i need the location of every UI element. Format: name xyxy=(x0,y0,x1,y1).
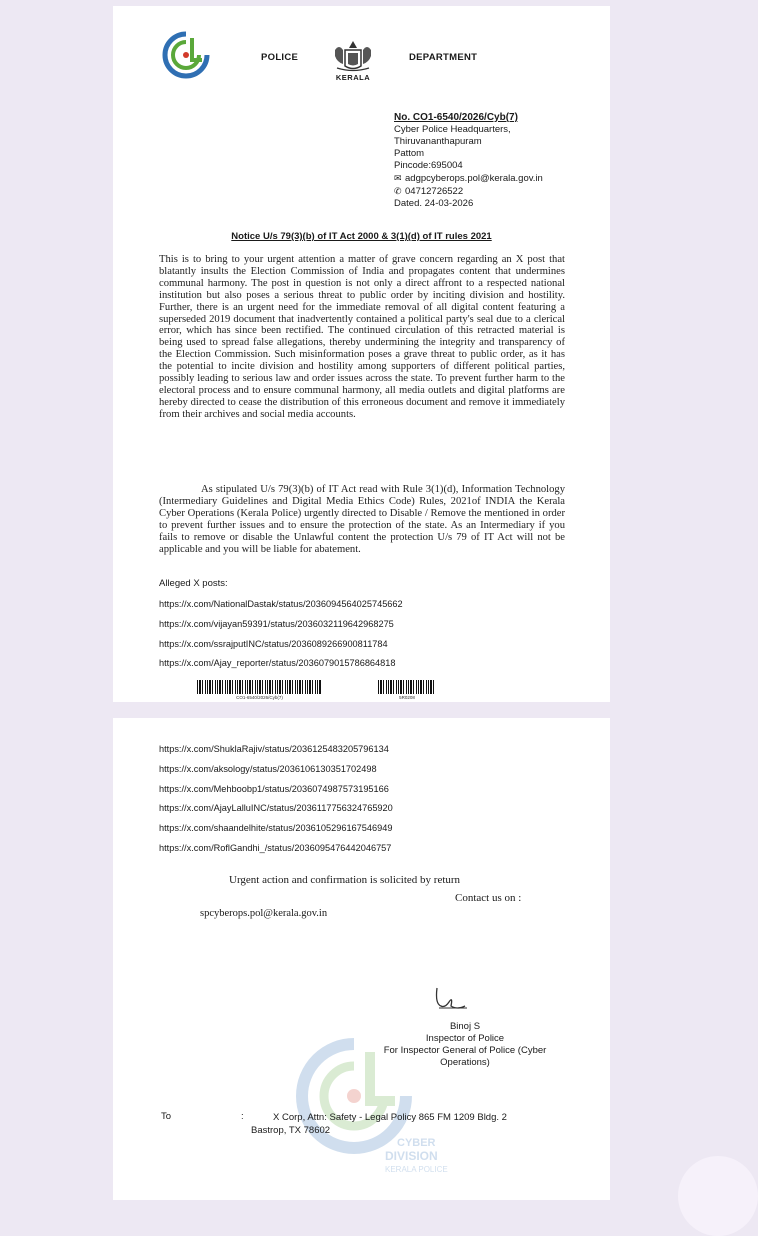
header-email: adgpcyberops.pol@kerala.gov.in xyxy=(405,173,543,184)
header-department: DEPARTMENT xyxy=(409,52,478,63)
to-colon: : xyxy=(241,1111,244,1122)
dated: Dated. 24-03-2026 xyxy=(394,198,474,209)
signatory-for: For Inspector General of Police (Cyber Operations) xyxy=(383,1045,547,1068)
emblem-caption: KERALA xyxy=(335,73,371,82)
barcode-reference xyxy=(197,680,322,700)
recipient-address xyxy=(251,1111,571,1137)
barcode-bars xyxy=(378,680,436,694)
address-line: Cyber Police Headquarters, xyxy=(394,124,511,135)
list-item: https://x.com/shaandelhite/status/2036105296167546949 xyxy=(159,823,393,834)
list-item: https://x.com/NationalDastak/status/2036094564025745662 xyxy=(159,599,403,609)
email-row xyxy=(394,172,543,185)
phone-icon: ✆ xyxy=(394,186,402,196)
recipient-line: Bastrop, TX 78602 xyxy=(251,1125,331,1136)
reference-number: No. CO1-6540/2026/Cyb(7) xyxy=(394,112,518,123)
cyber-division-logo xyxy=(161,30,211,80)
signature-mark xyxy=(429,982,469,1012)
document-page-2 xyxy=(113,718,610,1200)
watermark-word: CYBER xyxy=(397,1137,436,1149)
to-label: To xyxy=(161,1111,172,1122)
envelope-icon: ✉ xyxy=(394,173,402,183)
watermark-word: KERALA POLICE xyxy=(385,1165,448,1174)
barcode-secondary xyxy=(378,680,436,700)
watermark-word: DIVISION xyxy=(385,1149,438,1163)
recipient-line: X Corp, Attn: Safety - Legal Policy 865 FM 1209 Bldg. 2 xyxy=(273,1112,507,1123)
list-item: https://x.com/Mehboobp1/status/2036074987573195166 xyxy=(159,783,389,794)
urgent-action-text: Urgent action and confirmation is solicited by return xyxy=(229,874,461,886)
body-paragraph-2: As stipulated U/s 79(3)(b) of IT Act read with Rule 3(1)(d), Information Technology (Intermediary Guidelines and Digital Media Ethics Code) Rules, 2021of INDIA the Kerala Cyber Operations (Kerala Police) urgently directed to Disable / Remove the mentioned in order to prevent further issues and to ensure the protection of the state. As an Intermediary if you fails to remove or disable the Unlawful content the protection U/s 79 of IT Act will not be applicable and you will be liable for abatement. xyxy=(159,484,565,555)
contact-email: spcyberops.pol@kerala.gov.in xyxy=(200,908,328,919)
body-paragraph-1: This is to bring to your urgent attention a matter of grave concern regarding an X post that blatantly insults the Election Commission of India and propagates content that undermines communal harmony. The post in question is not only a direct affront to a respected national institution but also poses a serious threat to public order by inciting division and hostility. Further, there is an urgent need for the immediate removal of all digital content featuring a superseded 2019 document that inadvertently contained a political party's seal due to a clerical error, which has since been rectified. The continued circulation of this retracted material is being used to spread false allegations, thereby undermining the integrity and transparency of the Election Commission. Such misinformation poses a grave threat to public order, as it has the potential to incite division and hostility among supporters of different political parties, possibly leading to serious law and order issues across the state. To prevent further harm to the electoral process and to ensure communal harmony, all media outlets and digital platforms are hereby directed to cease the distribution of this erroneous document and remove it immediately from their archives and social media accounts. xyxy=(159,254,565,420)
post-list-page1 xyxy=(159,599,403,678)
header-police: POLICE xyxy=(261,52,299,63)
address-line: Pattom xyxy=(394,148,425,159)
alleged-posts-label: Alleged X posts: xyxy=(159,578,228,589)
list-item: https://x.com/vijayan59391/status/2036032119642968275 xyxy=(159,618,394,629)
signatory-name: Binoj S xyxy=(449,1021,481,1032)
address-line: Thiruvananthapuram xyxy=(394,136,482,147)
post-list-page2 xyxy=(159,744,393,863)
list-item: https://x.com/ShuklaRajiv/status/2036125483205796134 xyxy=(159,744,389,754)
barcode-caption: 5R0208 xyxy=(399,695,415,700)
contact-label: Contact us on : xyxy=(455,892,522,904)
phone-row xyxy=(394,185,543,198)
list-item: https://x.com/RoflGandhi_/status/2036095476442046757 xyxy=(159,842,392,853)
list-item: https://x.com/Ajay_reporter/status/2036079015786864818 xyxy=(159,658,396,669)
signatory-title: Inspector of Police xyxy=(425,1033,505,1044)
barcode-bars xyxy=(197,680,322,694)
kerala-emblem-icon xyxy=(331,38,375,72)
signatory-block xyxy=(375,1021,555,1069)
floating-corner-button[interactable] xyxy=(678,1156,758,1236)
barcode-caption: CO1-6540/2026/Cyb(7) xyxy=(236,695,283,700)
pincode: Pincode:695004 xyxy=(394,160,463,171)
list-item: https://x.com/ssrajputINC/status/2036089266900811784 xyxy=(159,638,388,649)
notice-title: Notice U/s 79(3)(b) of IT Act 2000 & 3(1)(d) of IT rules 2021 xyxy=(231,231,492,242)
address-block xyxy=(394,112,543,210)
document-page-1 xyxy=(113,6,610,702)
header-phone: 04712726522 xyxy=(405,186,464,197)
list-item: https://x.com/AjayLalluINC/status/2036117756324765920 xyxy=(159,803,393,814)
list-item: https://x.com/aksology/status/2036106130351702498 xyxy=(159,763,377,774)
